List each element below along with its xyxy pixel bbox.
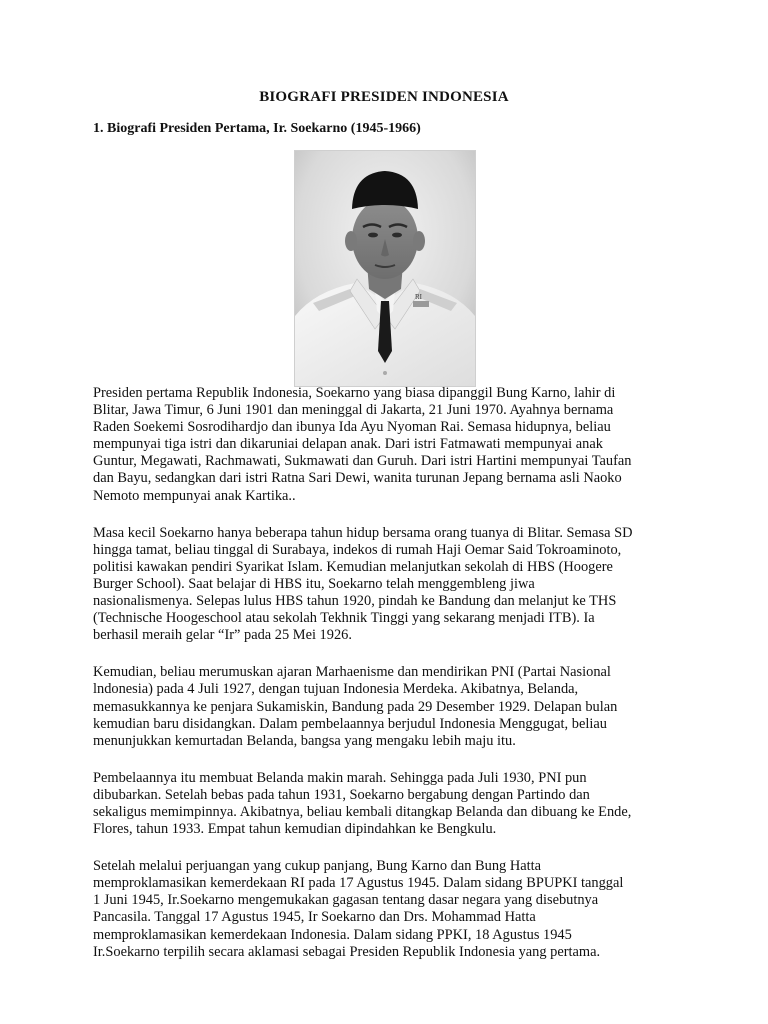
paragraph: Setelah melalui perjuangan yang cukup panjang, Bung Karno dan Bung Hatta memproklamasikan kemerdekaan RI pada 17 Agustus 1945. Dalam sidang BPUPKI tanggal 1 Juni 1945, Ir.Soekarno mengemukakan gagasan tentang dasar negara yang disebutnya Pancasila. Tanggal 17 Agustus 1945, Ir Soekarno dan Drs. Mohammad Hatta memproklamasikan kemerdekaan Indonesia. Dalam sidang PPKI, 18 Agustus 1945 Ir.Soekarno terpilih secara aklamasi sebagai Presiden Republik Indonesia yang pertama. bbox=[93, 858, 624, 960]
paragraph: Presiden pertama Republik Indonesia, Soekarno yang biasa dipanggil Bung Karno, lahir di Blitar, Jawa Timur, 6 Juni 1901 dan meninggal di Jakarta, 21 Juni 1970. Ayahnya bernama Raden Soekemi Sosrodihardjo dan ibunya Ida Ayu Nyoman Rai. Semasa hidupnya, beliau mempunyai tiga istri dan dikaruniai delapan anak. Dari istri Fatmawati mempunyai anak Guntur, Megawati, Rachmawati, Sukmawati dan Guruh. Dari istri Hartini mempunyai Taufan dan Bayu, sedangkan dari istri Ratna Sari Dewi, wanita turunan Jepang bernama asli Naoko Nemoto mempunyai anak Kartika.. bbox=[93, 385, 632, 504]
paragraph: Masa kecil Soekarno hanya beberapa tahun hidup bersama orang tuanya di Blitar. Semasa SD hingga tamat, beliau tinggal di Surabaya, indekos di rumah Haji Oemar Said Tokroaminoto, politisi kawakan pendiri Syarikat Islam. Kemudian melanjutkan sekolah di HBS (Hoogere Burger School). Saat belajar di HBS itu, Soekarno telah menggembleng jiwa nasionalismenya. Selepas lulus HBS tahun 1920, pindah ke Bandung dan melanjut ke THS (Technische Hoogeschool atau sekolah Tekhnik Tinggi yang sekarang menjadi ITB). Ia berhasil meraih gelar “Ir” pada 25 Mei 1926. bbox=[93, 524, 633, 644]
paragraph: Kemudian, beliau merumuskan ajaran Marhaenisme dan mendirikan PNI (Partai Nasional lndonesia) pada 4 Juli 1927, dengan tujuan Indonesia Merdeka. Akibatnya, Belanda, memasukkannya ke penjara Sukamiskin, Bandung pada 29 Desember 1929. Delapan bulan kemudian baru disidangkan. Dalam pembelaannya berjudul Indonesia Menggugat, beliau menunjukkan kemurtadan Belanda, bangsa yang mengaku lebih maju itu. bbox=[93, 664, 618, 749]
paragraph: Pembelaannya itu membuat Belanda makin marah. Sehingga pada Juli 1930, PNI pun dibubarkan. Setelah bebas pada tahun 1931, Soekarno bergabung dengan Partindo dan sekaligus memimpinnya. Akibatnya, beliau kembali ditangkap Belanda dan dibuang ke Ende, Flores, tahun 1933. Empat tahun kemudian dipindahkan ke Bengkulu. bbox=[93, 769, 632, 838]
portrait-badge-text: RI bbox=[415, 293, 422, 301]
document-title: BIOGRAFI PRESIDEN INDONESIA bbox=[259, 89, 509, 105]
section-heading: 1. Biografi Presiden Pertama, Ir. Soekarno (1945-1966) bbox=[93, 121, 421, 136]
document-body bbox=[93, 385, 674, 981]
portrait-photo bbox=[294, 150, 476, 387]
